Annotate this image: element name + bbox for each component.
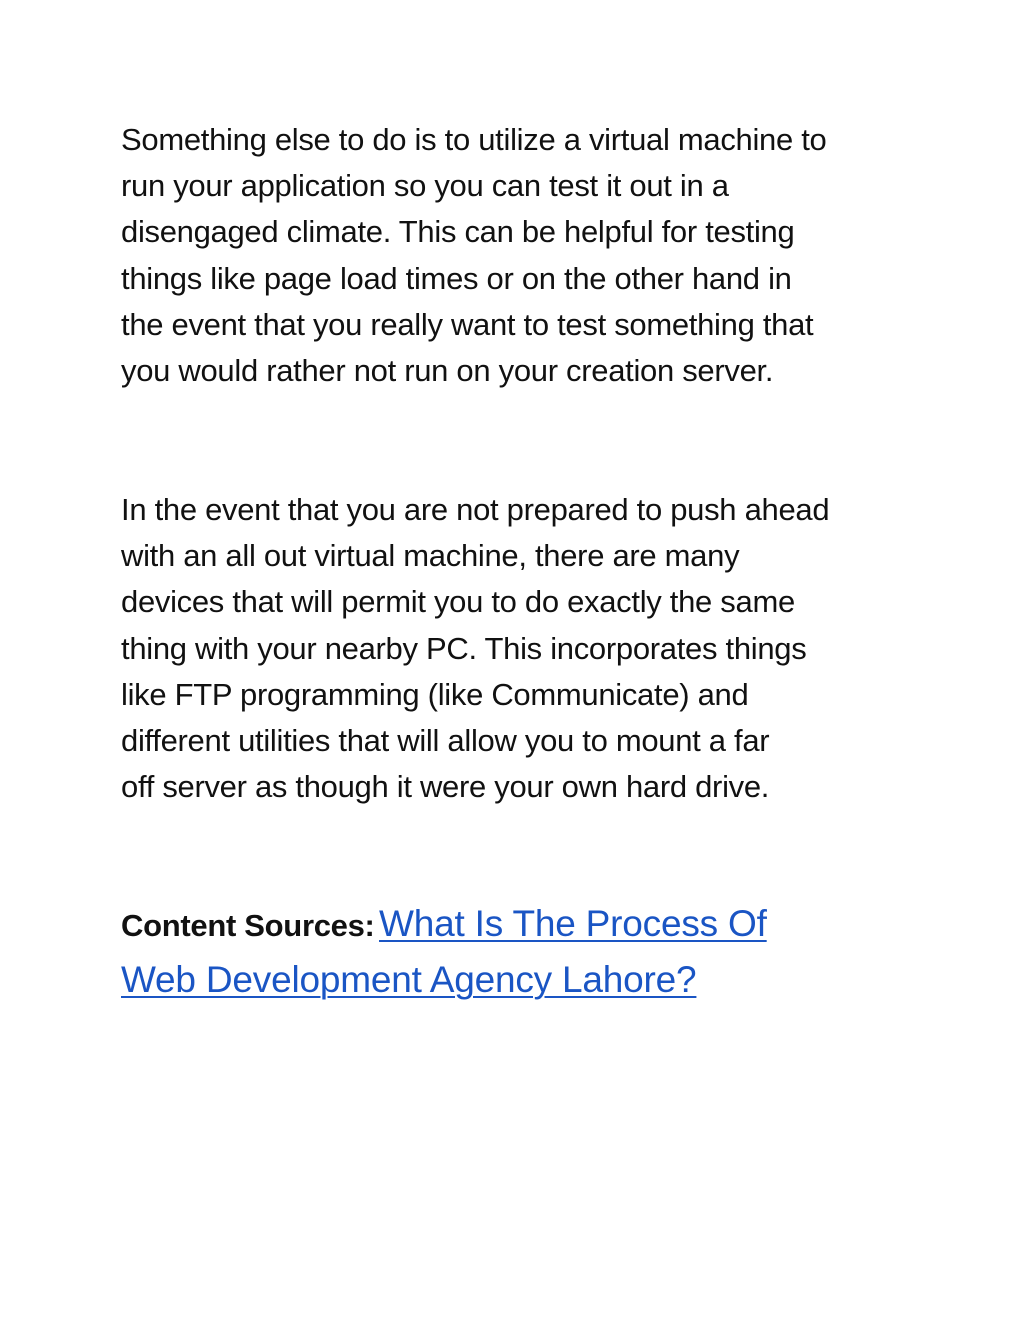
sources-line-2 xyxy=(121,959,921,1015)
sources-line-1 xyxy=(121,903,921,959)
text-line: thing with your nearby PC. This incorporates things xyxy=(121,630,807,666)
paragraph-local-tools xyxy=(121,487,921,810)
sources-label: Content Sources: xyxy=(121,908,375,943)
text-line: run your application so you can test it out in a xyxy=(121,168,729,204)
paragraph-virtual-machine xyxy=(121,117,921,394)
content-sources xyxy=(121,903,921,1015)
text-line: things like page load times or on the other hand in xyxy=(121,260,792,296)
text-line: you would rather not run on your creation server. xyxy=(121,353,774,389)
text-line: In the event that you are not prepared to push ahead xyxy=(121,492,830,527)
text-line: the event that you really want to test something that xyxy=(121,306,814,342)
text-line: like FTP programming (like Communicate) and xyxy=(121,676,749,712)
source-link-part-1[interactable]: What Is The Process Of xyxy=(379,903,767,944)
text-line: with an all out virtual machine, there are many xyxy=(121,538,740,574)
source-link-part-2[interactable]: Web Development Agency Lahore? xyxy=(121,959,697,1000)
text-line: disengaged climate. This can be helpful for testing xyxy=(121,214,795,250)
text-line: Something else to do is to utilize a virtual machine to xyxy=(121,122,827,157)
text-line: off server as though it were your own hard drive. xyxy=(121,769,770,805)
text-line: devices that will permit you to do exactly the same xyxy=(121,584,795,620)
text-line: different utilities that will allow you to mount a far xyxy=(121,723,770,759)
